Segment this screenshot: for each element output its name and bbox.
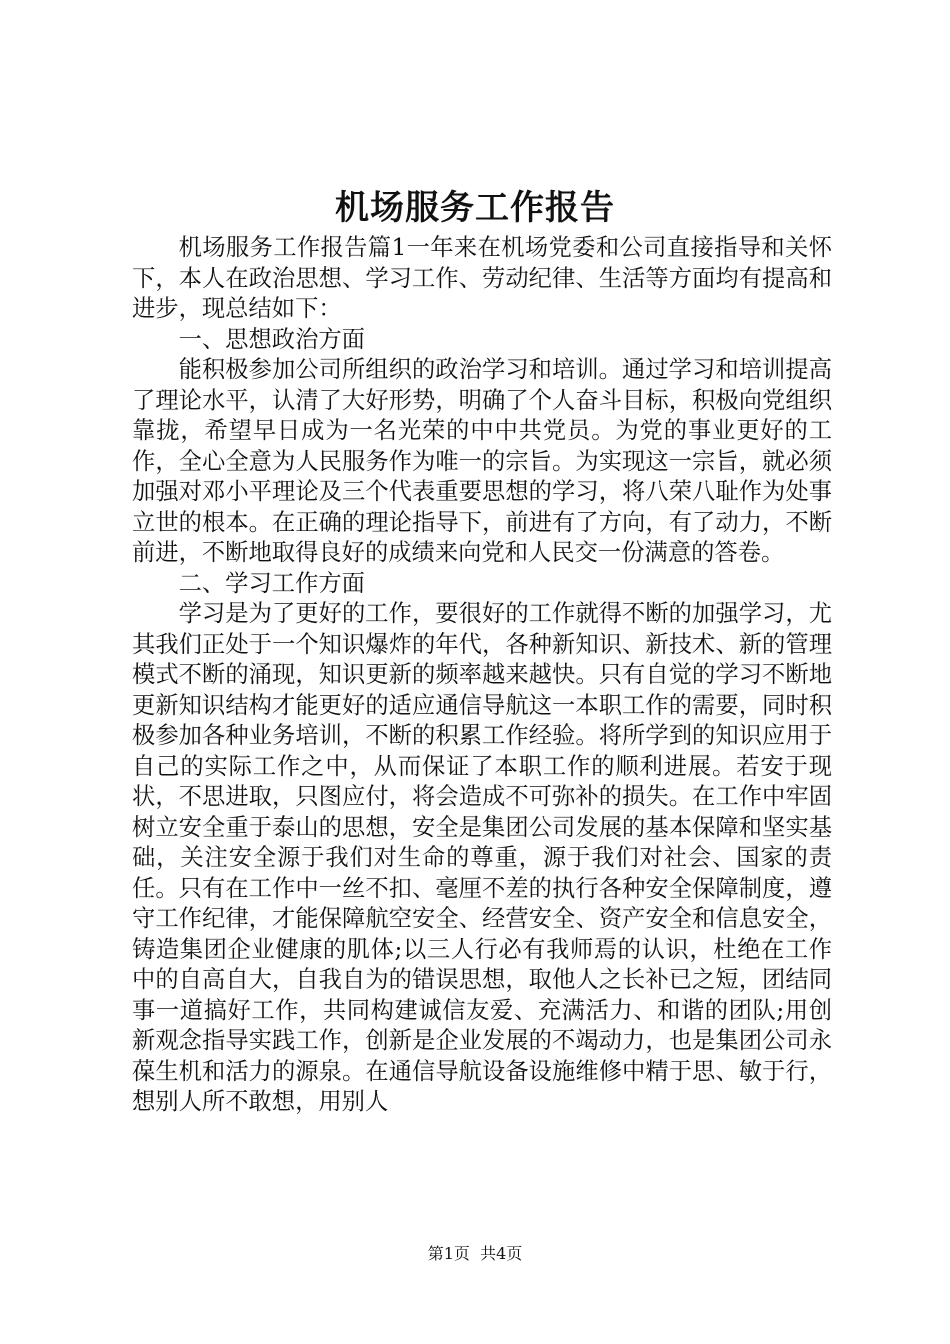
politics-paragraph: 能积极参加公司所组织的政治学习和培训。通过学习和培训提高了理论水平，认清了大好形势，明确了个人奋斗目标，积极向党组织靠拢，希望早日成为一名光荣的中中共党员。为党的事业更好的工作，全心全意为人民服务作为唯一的宗旨。为实现这一宗旨，就必须加强对邓小平理论及三个代表重要思想的学习，将八荣八耻作为处事立世的根本。在正确的理论指导下，前进有了方向，有了动力，不断前进，不断地取得良好的成绩来向党和人民交一份满意的答卷。 — [132, 356, 832, 566]
document-body — [132, 233, 832, 1118]
section-heading-politics: 一、思想政治方面 — [178, 325, 365, 353]
section-heading-study-work: 二、学习工作方面 — [178, 569, 365, 597]
page-number: 第1页 共4页 — [427, 1244, 523, 1263]
page-footer — [0, 1242, 950, 1266]
study-work-paragraph: 学习是为了更好的工作，要很好的工作就得不断的加强学习，尤其我们正处于一个知识爆炸的年代，各种新知识、新技术、新的管理模式不断的涌现，知识更新的频率越来越快。只有自觉的学习不断地更新知识结构才能更好的适应通信导航这一本职工作的需要，同时积极参加各种业务培训，不断的积累工作经验。将所学到的知识应用于自己的实际工作之中，从而保证了本职工作的顺利进展。若安于现状，不思进取，只图应付，将会造成不可弥补的损失。在工作中牢固树立安全重于泰山的思想，安全是集团公司发展的基本保障和坚实基础，关注安全源于我们对生命的尊重，源于我们对社会、国家的责任。只有在工作中一丝不扣、毫厘不差的执行各种安全保障制度，遵守工作纪律，才能保障航空安全、经营安全、资产安全和信息安全，铸造集团企业健康的肌体;以三人行必有我师焉的认识，杜绝在工作中的自高自大，自我自为的错误思想，取他人之长补已之短，团结同事一道搞好工作，共同构建诚信友爱、充满活力、和谐的团队;用创新观念指导实践工作，创新是企业发展的不竭动力，也是集团公司永葆生机和活力的源泉。在通信导航设备设施维修中精于思、敏于行，想别人所不敢想，用别人 — [132, 600, 832, 1115]
document-title: 机场服务工作报告 — [335, 188, 615, 228]
intro-paragraph: 机场服务工作报告篇1一年来在机场党委和公司直接指导和关怀下，本人在政治思想、学习工作、劳动纪律、生活等方面均有提高和进步，现总结如下： — [132, 234, 832, 322]
